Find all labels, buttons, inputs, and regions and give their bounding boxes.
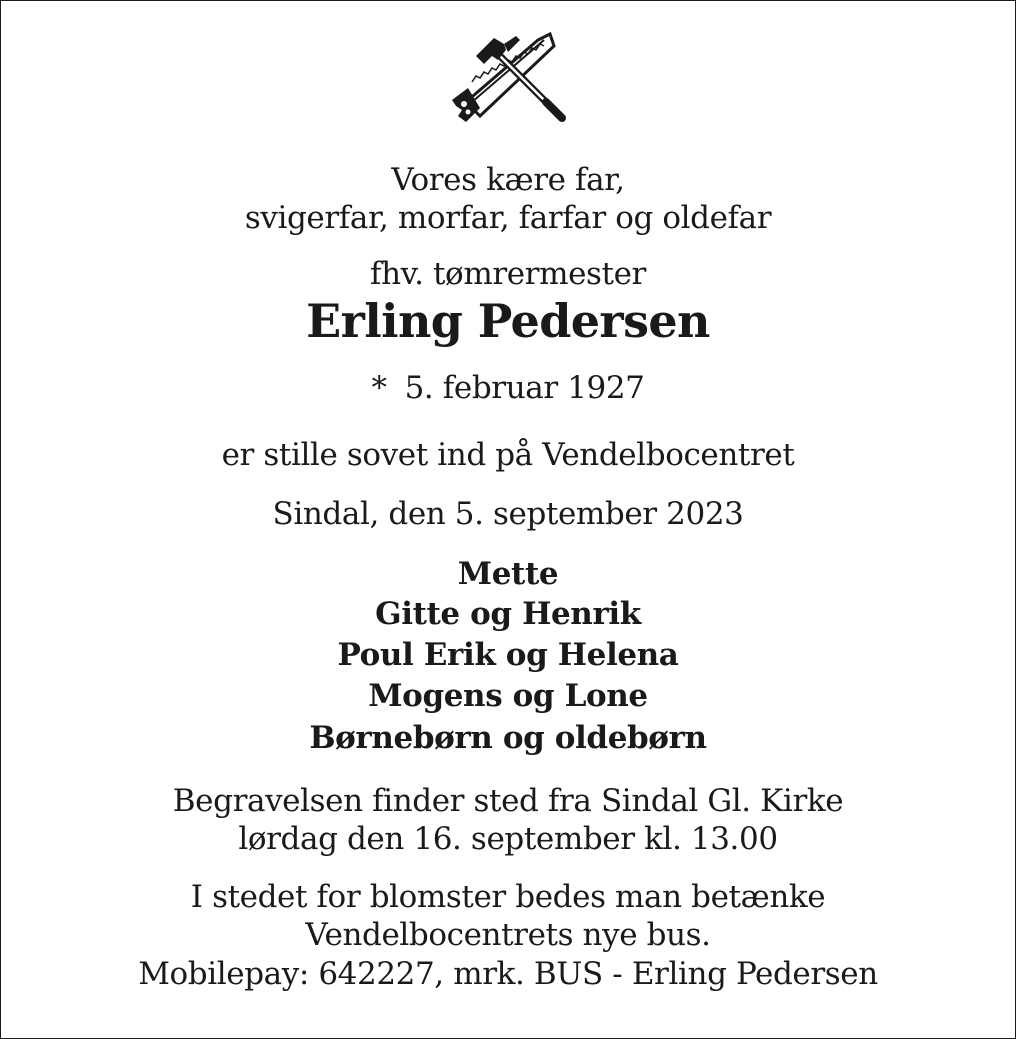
mourner-2: Gitte og Henrik	[375, 596, 641, 632]
deceased-name: Erling Pedersen	[306, 294, 710, 348]
funeral-line-1: Begravelsen finder sted fra Sindal Gl. Kirke	[172, 783, 844, 819]
hammer-and-saw-icon	[446, 30, 570, 128]
mourner-3: Poul Erik og Helena	[337, 637, 679, 673]
birth-symbol: *	[371, 370, 387, 406]
mourner-1: Mette	[457, 556, 559, 592]
place-date: Sindal, den 5. september 2023	[272, 496, 744, 532]
donation-line-2: Vendelbocentrets nye bus.	[305, 917, 711, 953]
mourner-5: Børnebørn og oldebørn	[309, 720, 707, 756]
donation-line-3: Mobilepay: 642227, mrk. BUS - Erling Pedersen	[138, 956, 878, 992]
intro-line-2: svigerfar, morfar, farfar og oldefar	[244, 200, 772, 236]
funeral-line-2: lørdag den 16. september kl. 13.00	[238, 821, 778, 857]
passing-text: er stille sovet ind på Vendelbocentret	[221, 437, 795, 473]
occupation: fhv. tømrermester	[370, 256, 646, 292]
birth-date: 5. februar 1927	[404, 370, 645, 406]
donation-line-1: I stedet for blomster bedes man betænke	[190, 879, 826, 915]
intro-line-1: Vores kære far,	[391, 162, 625, 198]
mourner-4: Mogens og Lone	[368, 678, 648, 714]
birth-line	[0, 370, 1016, 406]
